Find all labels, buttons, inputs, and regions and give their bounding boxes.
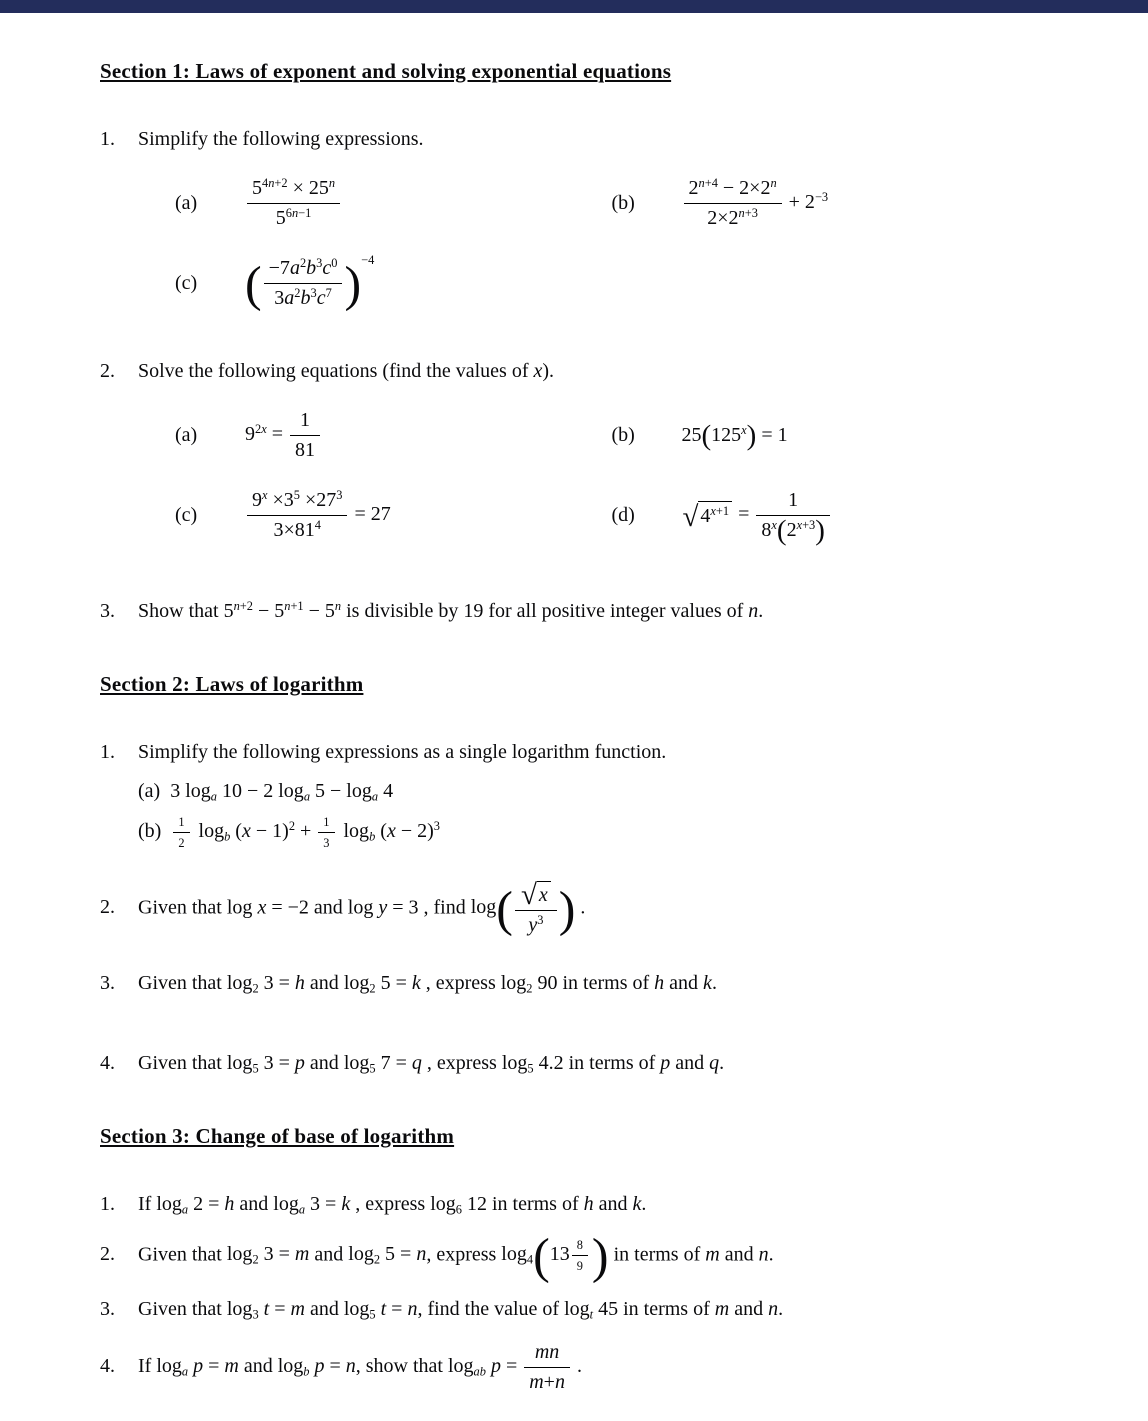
s2-q2-row — [100, 880, 1048, 938]
section1-heading: Section 1: Laws of exponent and solving exponential equations — [100, 59, 672, 83]
question-part — [175, 482, 612, 548]
question-number: 3. — [100, 971, 115, 994]
math-expression: $9^{2x}$ = $\frac{1}{81}$ — [245, 408, 322, 463]
s2-q4-row — [100, 1048, 1048, 1078]
question-number: 4. — [100, 1355, 115, 1378]
part-label: (d) — [611, 503, 635, 526]
math-expression: $\frac{2^{n+4} - 2\times 2^n}{2\times 2^{n+3}}$ + $2^{-3}$ — [682, 176, 829, 231]
math-expression: 3 $\log_a 10 - 2$ $\log_a 5 - \log_a 4$ — [170, 780, 394, 804]
question-text: Given that $\log_3 t = m$ and $\log_5 t = n$, find the value of $\log_t 45$ in terms of m and n. — [138, 1298, 784, 1322]
s3-q1-row — [100, 1189, 1048, 1219]
question-part — [175, 250, 612, 316]
s3-q2-row — [100, 1227, 1048, 1284]
math-expression: √ $4^{x+1}$ = $\frac{1}{8^x(2^{x+3})}$ — [682, 488, 832, 543]
s2-q1-row — [100, 737, 1048, 767]
question-part — [612, 482, 1049, 548]
section3-heading: Section 3: Change of base of logarithm — [100, 1123, 455, 1148]
question-number: 1. — [100, 128, 115, 150]
question-text: Given that $\log_5 3 = p$ and $\log_5 7 = q$ , express $\log_5 4.2$ in terms of p and q. — [138, 1051, 725, 1075]
s1-q3-row — [100, 596, 1048, 626]
s2-q1-sublines — [138, 775, 1048, 852]
s3-q3-row — [100, 1294, 1048, 1324]
question-text: Solve the following equations (find the values of x). — [138, 360, 555, 382]
question-subpart — [138, 775, 1048, 807]
math-expression: $\frac{5^{4n+2} \times 25^n}{5^{6n-1}}$ — [245, 176, 342, 231]
question-text: Given that $\log_2 3 = h$ and $\log_2 5 = k$ , express $\log_2 90$ in terms of h and k. — [138, 971, 717, 995]
part-label: (a) — [175, 423, 198, 446]
section-3 — [100, 1124, 1048, 1396]
s1-q2-parts-row1 — [100, 402, 1048, 468]
section-1 — [100, 59, 1048, 626]
question-text: If $\log_a p = m$ and $\log_b p = n$, show that $\log_{ab} p$ = $\frac{mn}{m+n}$ . — [138, 1341, 582, 1394]
part-label: (b) — [611, 423, 635, 446]
part-label: (a) — [175, 191, 198, 214]
section-2 — [100, 672, 1048, 1078]
question-text: Simplify the following expressions as a single logarithm function. — [138, 741, 667, 763]
question-number: 2. — [100, 896, 115, 919]
question-number: 1. — [100, 741, 115, 763]
question-part — [612, 402, 1049, 468]
question-part — [612, 170, 1049, 236]
question-text: Show that $5^{n+2} - 5^{n+1} - 5^n$ is divisible by 19 for all positive integer values of n. — [138, 599, 764, 622]
question-text: If $\log_a 2 = h$ and $\log_a 3 = k$ , express $\log_6 12$ in terms of h and k. — [138, 1192, 647, 1216]
part-label: (c) — [175, 271, 198, 294]
part-label: (b) — [138, 820, 162, 843]
question-number: 3. — [100, 1298, 115, 1321]
question-subpart — [138, 814, 1048, 852]
question-part — [175, 402, 612, 468]
question-number: 4. — [100, 1051, 115, 1074]
part-label: (a) — [138, 780, 161, 802]
math-expression: $\frac{9^x \times 3^5 \times 27^3}{3\times 81^4}$ = 27 — [245, 488, 391, 543]
worksheet-content — [0, 59, 1148, 1421]
s1-q1-parts-row1 — [100, 170, 1048, 236]
part-label: (c) — [175, 503, 198, 526]
question-text: Given that log x = −2 and log y = 3 , find log( √ x $y^3$ ) . — [138, 878, 586, 937]
top-banner — [0, 0, 1148, 13]
question-number: 2. — [100, 1242, 115, 1265]
s2-q3-row — [100, 968, 1048, 998]
s1-q2-row — [100, 356, 1048, 386]
s1-q1-parts-row2 — [100, 250, 1048, 316]
question-number: 3. — [100, 600, 115, 622]
question-text: Simplify the following expressions. — [138, 128, 424, 150]
question-part — [175, 170, 612, 236]
part-label: (b) — [611, 191, 635, 214]
math-expression: $25(125^x) = 1$ — [681, 418, 788, 451]
question-number: 2. — [100, 360, 115, 382]
question-number: 1. — [100, 1192, 115, 1215]
s1-q1-row — [100, 124, 1048, 154]
math-expression: $\frac{1}{2}$ $\log_b (x - 1)^2$ + $\frac{1}{3}$ $\log_b (x - 2)^3$ — [171, 820, 440, 842]
question-text: Given that $\log_2 3 = m$ and $\log_2 5 = n$, express $\log_4(13$ $\frac{8}{9}$ ) in terms of m and n. — [138, 1227, 774, 1284]
math-expression: ( $\frac{-7a^2b^3c^0}{3a^2b^3c^7}$ )$^{-4}$ — [245, 253, 375, 311]
s1-q2-parts-row2 — [100, 482, 1048, 548]
s3-q4-row — [100, 1340, 1048, 1395]
section2-heading: Section 2: Laws of logarithm — [100, 672, 364, 696]
